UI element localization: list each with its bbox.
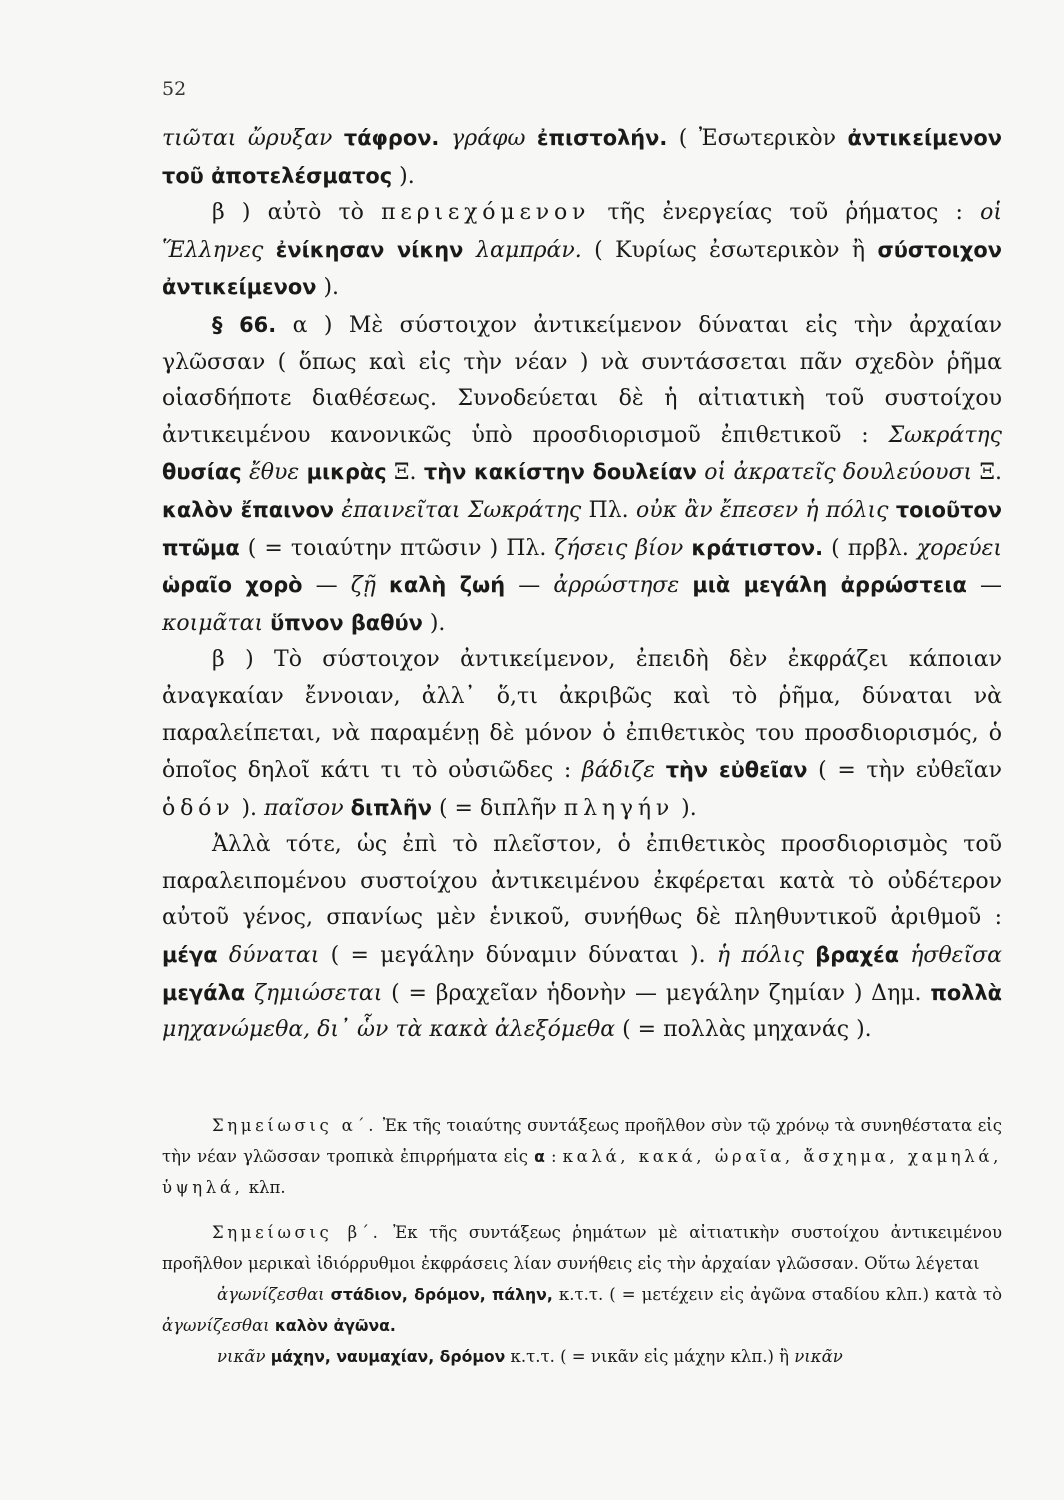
- text-run: κράτιστον.: [691, 535, 824, 560]
- text-run: θυσίας: [162, 460, 242, 485]
- text-run: ( = μεγάλην δύναμιν δύναται ).: [319, 943, 717, 969]
- text-run: ( Ἐσωτερικὸν: [667, 126, 848, 151]
- text-run: νικᾶν: [217, 1347, 271, 1366]
- text-run: ἀγωνίζεσθαι: [217, 1285, 331, 1304]
- text-run: γράφω: [451, 126, 537, 151]
- text-run: χορεύει: [916, 535, 1002, 561]
- text-run: τὴν εὐθεῖαν: [665, 758, 808, 783]
- text-run: καλὸν ἀγῶνα.: [274, 1316, 396, 1335]
- text-run: μιὰ μεγάλη ἀρρώστεια: [692, 573, 967, 598]
- text-run: σύστοιχον ἀντικείμενον: [162, 237, 1002, 300]
- text-run: α: [534, 1147, 545, 1166]
- text-run: κ.τ.τ. ( = νικᾶν εἰς μάχην κλπ.) ἢ: [505, 1347, 795, 1366]
- text-run: ( = βραχεῖαν ἡδονὴν — μεγάλην ζημίαν ) Δημ.: [382, 980, 931, 1006]
- paragraph-3-section-66: [162, 307, 1002, 642]
- page-number: 52: [162, 78, 187, 100]
- text-run: ἀντικείμενον τοῦ ἀποτελέσματος: [162, 126, 1002, 188]
- text-run: οἱ ἀκρατεῖς δουλεύουσι: [696, 460, 973, 486]
- text-run: α ) Μὲ σύστοιχον ἀντικείμενον δύναται εἰς τὴν ἀρχαίαν γλῶσσαν ( ὅπως καὶ εἰς τὴν νέαν ) νὰ συντάσσεται πᾶν σχεδὸν ῥῆμα οἱασδήποτε διαθέσεως. Συνοδεύεται δὲ ἡ αἰτιατικὴ τοῦ συστοίχου ἀντικειμένου κανονικῶς ὑπὸ προσδιορισμοῦ ἐπιθετικοῦ :: [162, 312, 1002, 448]
- text-run: τῆς ἐνεργείας τοῦ ῥήματος :: [590, 200, 981, 226]
- text-run: κλπ.: [243, 1178, 286, 1197]
- text-run: ὕπνον βαθύν: [270, 610, 423, 635]
- text-run: οἱ Ἕλληνες: [162, 200, 1003, 263]
- text-run: Ξ.: [972, 460, 1002, 486]
- text-run: —: [505, 573, 554, 599]
- text-run: ).: [674, 795, 697, 821]
- text-run: καλὸν ἔπαινον: [162, 497, 335, 522]
- paragraph-5: [162, 827, 1002, 1049]
- text-run: βάδιζε: [581, 758, 666, 784]
- text-run: ἐπιστολήν.: [536, 126, 668, 150]
- text-run: τιῶται ὤρυξαν: [162, 126, 344, 151]
- note-example-agonizesthai: [162, 1279, 1002, 1341]
- text-run: ἔθυε: [241, 460, 307, 486]
- text-run: ).: [422, 610, 446, 636]
- text-run: διπλῆν: [350, 795, 432, 820]
- text-run: ( Κυρίως ἐσωτερικὸν ἢ: [581, 237, 878, 263]
- text-run: ζημιώσεται: [245, 980, 383, 1006]
- text-run: ( πρβλ.: [823, 535, 917, 561]
- text-run: μικρὰς: [306, 460, 387, 485]
- text-run: ).: [392, 163, 415, 189]
- main-text: [162, 120, 1002, 1049]
- text-run: λαμπράν.: [476, 237, 582, 263]
- text-run: ὁδόν: [162, 795, 235, 821]
- text-run: Ἐκ τῆς συντάξεως ῥημάτων μὲ αἰτιατικὴν συστοίχου ἀντικειμένου προῆλθον μερικαὶ ἰδιόρρυθμοι ἐκφράσεις λίαν συνήθεις εἰς τὴν ἀρχαίαν γλῶσσαν. Οὕτω λέγεται: [162, 1223, 1002, 1273]
- text-run: Ἐκ τῆς τοιαύτης συντάξεως προῆλθον σὺν τῷ χρόνῳ τὰ συνηθέστατα εἰς τὴν νέαν γλῶσσαν τροπικὰ ἐπιρρήματα εἰς: [162, 1116, 1002, 1166]
- text-run: ( = πολλὰς μηχανάς ).: [615, 1017, 872, 1043]
- text-run: τοιοῦτον πτῶμα: [162, 497, 1003, 560]
- text-run: ( = διπλῆν: [431, 795, 564, 821]
- text-run: ἡ πόλις: [716, 943, 816, 969]
- text-run: ἀγωνίζεσθαι: [162, 1316, 275, 1335]
- text-run: δύναται: [217, 943, 320, 969]
- text-run: μέγα: [162, 943, 218, 968]
- text-run: ζῇ: [350, 573, 389, 599]
- text-run: νικᾶν: [794, 1347, 843, 1366]
- text-run: μεγάλα: [162, 980, 246, 1005]
- text-run: ( = τοιαύτην πτῶσιν ) Πλ.: [239, 535, 555, 561]
- text-run: κοιμᾶται: [162, 610, 271, 636]
- paragraph-1: [162, 120, 1002, 195]
- text-run: ὡραῖο χορὸ: [162, 573, 303, 598]
- text-run: κ.τ.τ. ( = μετέχειν εἰς ἀγῶνα σταδίου κλπ.) κατὰ τὸ: [552, 1285, 1003, 1304]
- notes-block: [162, 1110, 1002, 1372]
- text-run: Σημείωσις β΄.: [212, 1223, 382, 1242]
- text-run: περιεχόμενον: [381, 200, 591, 226]
- text-run: § 66.: [212, 312, 277, 337]
- note-example-nikan: [162, 1341, 1002, 1372]
- text-run: ).: [316, 275, 340, 301]
- text-run: τὴν κακίστην δουλείαν: [423, 460, 697, 485]
- note-beta: [162, 1217, 1002, 1279]
- text-run: —: [966, 573, 1002, 599]
- text-run: Ξ.: [386, 460, 424, 486]
- text-run: Ἀλλὰ τότε, ὡς ἐπὶ τὸ πλεῖστον, ὁ ἐπιθετικὸς προσδιορισμὸς τοῦ παραλειπομένου συστοίχου ἀντικειμένου ἐκφέρεται κατὰ τὸ οὐδέτερον αὐτοῦ γένος, σπανίως μὲν ἑνικοῦ, συνήθως δὲ πληθυντικοῦ ἀριθμοῦ :: [162, 832, 1002, 931]
- paragraph-2: [162, 195, 1002, 307]
- text-run: ἡσθεῖσα: [898, 943, 1002, 969]
- text-run: οὐκ ἂν ἔπεσεν ἡ πόλις: [635, 497, 896, 523]
- text-run: β ) αὐτὸ τὸ: [212, 200, 382, 226]
- text-run: στάδιον, δρόμον, πάλην,: [330, 1285, 553, 1304]
- text-run: μηχανώμεθα, δι᾽ ὧν τὰ κακὰ ἀλεξόμεθα: [162, 1017, 616, 1043]
- text-run: ( = τὴν εὐθεῖαν: [807, 758, 1002, 784]
- text-run: β ) Τὸ σύστοιχον ἀντικείμενον, ἐπειδὴ δὲν ἐκφράζει κάποιαν ἀναγκαίαν ἔννοιαν, ἀλλ᾽ ὅ,τι ἀκριβῶς καὶ τὸ ῥῆμα, δύναται νὰ παραλείπεται, νὰ παραμένῃ δὲ μόνον ὁ ἐπιθετικὸς του προσδιορισμός, ὁ ὁποῖος δηλοῖ κάτι τι τὸ οὐσιῶδες :: [162, 647, 1002, 784]
- text-run: —: [302, 573, 351, 599]
- text-run: Σημείωσις α΄.: [212, 1116, 378, 1135]
- text-run: καλὴ ζωή: [389, 573, 506, 598]
- text-run: ἀρρώστησε: [553, 573, 693, 599]
- note-alpha: [162, 1110, 1002, 1203]
- text-run: ζήσεις βίον: [554, 535, 692, 561]
- text-run: καλά, κακά, ὡραῖα, ἄσχημα, χαμηλά, ὑψηλά,: [162, 1147, 1002, 1197]
- text-run: :: [544, 1147, 563, 1166]
- text-run: ).: [234, 795, 265, 821]
- text-run: Πλ.: [581, 497, 636, 523]
- text-run: ἐνίκησαν νίκην: [275, 237, 477, 262]
- paragraph-4: [162, 642, 1002, 827]
- text-run: τάφρον.: [343, 126, 452, 150]
- text-run: παῖσον: [264, 795, 351, 821]
- text-run: πληγήν: [563, 795, 675, 821]
- text-run: βραχέα: [815, 943, 899, 968]
- text-run: μάχην, ναυμαχίαν, δρόμον: [270, 1347, 506, 1366]
- text-run: πολλὰ: [930, 980, 1003, 1005]
- text-run: Σωκράτης: [888, 422, 1002, 448]
- text-run: ἐπαινεῖται Σωκράτης: [334, 497, 582, 523]
